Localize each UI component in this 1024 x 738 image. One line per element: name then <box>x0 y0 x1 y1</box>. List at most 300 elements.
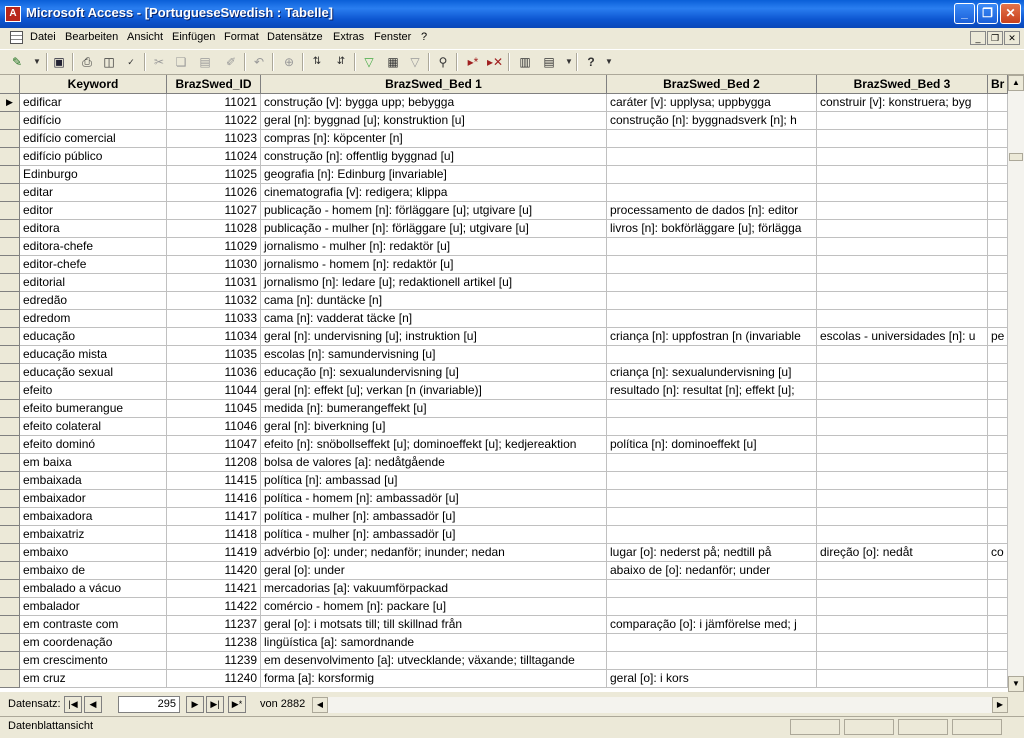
cell-bed2[interactable] <box>607 310 817 328</box>
cell-bed2[interactable]: caráter [v]: upplysa; uppbygga <box>607 94 817 112</box>
column-header-bed1[interactable]: BrazSwed_Bed 1 <box>261 75 607 94</box>
column-header-bed2[interactable]: BrazSwed_Bed 2 <box>607 75 817 94</box>
cell-brazswed-id[interactable]: 11238 <box>167 634 261 652</box>
cell-bed1[interactable]: comércio - homem [n]: packare [u] <box>261 598 607 616</box>
filter-by-selection-icon[interactable]: ▽ <box>364 55 374 69</box>
row-selector[interactable] <box>0 382 20 400</box>
cell-bed2[interactable] <box>607 508 817 526</box>
first-record-button[interactable]: |◀ <box>64 696 82 713</box>
cell-bed2[interactable] <box>607 400 817 418</box>
row-selector[interactable] <box>0 166 20 184</box>
cell-keyword[interactable]: efeito bumerangue <box>20 400 167 418</box>
cell-keyword[interactable]: editor-chefe <box>20 256 167 274</box>
cell-bed2[interactable]: processamento de dados [n]: editor <box>607 202 817 220</box>
cell-bed1[interactable]: publicação - homem [n]: förläggare [u]; utgivare [u] <box>261 202 607 220</box>
help-dropdown-icon[interactable]: ▼ <box>605 57 613 66</box>
cell-bed3[interactable] <box>817 238 988 256</box>
delete-record-icon[interactable]: ▸✕ <box>486 55 504 69</box>
menu-format[interactable]: Format <box>224 31 259 43</box>
cell-bed4[interactable] <box>988 274 1008 292</box>
cell-bed1[interactable]: geral [o]: i motsats till; till skillnad från <box>261 616 607 634</box>
cell-bed1[interactable]: construção [v]: bygga upp; bebygga <box>261 94 607 112</box>
cell-bed3[interactable] <box>817 112 988 130</box>
cell-bed2[interactable] <box>607 598 817 616</box>
vertical-scrollbar[interactable] <box>1008 75 1024 692</box>
scroll-down-button[interactable]: ▼ <box>1008 676 1024 692</box>
cell-bed2[interactable] <box>607 490 817 508</box>
table-row[interactable] <box>0 220 1008 238</box>
cell-bed1[interactable]: jornalismo - homem [n]: redaktör [u] <box>261 256 607 274</box>
cell-brazswed-id[interactable]: 11026 <box>167 184 261 202</box>
cell-bed2[interactable] <box>607 346 817 364</box>
table-row[interactable] <box>0 544 1008 562</box>
cell-brazswed-id[interactable]: 11028 <box>167 220 261 238</box>
cell-bed4[interactable] <box>988 400 1008 418</box>
cell-bed1[interactable]: mercadorias [a]: vakuumförpackad <box>261 580 607 598</box>
row-selector[interactable] <box>0 670 20 688</box>
cell-keyword[interactable]: edifício comercial <box>20 130 167 148</box>
row-selector[interactable] <box>0 274 20 292</box>
cell-bed1[interactable]: jornalismo [n]: ledare [u]; redaktionell artikel [u] <box>261 274 607 292</box>
cell-brazswed-id[interactable]: 11046 <box>167 418 261 436</box>
table-row[interactable] <box>0 454 1008 472</box>
cell-bed4[interactable] <box>988 220 1008 238</box>
table-row[interactable] <box>0 94 1008 112</box>
new-record-icon[interactable]: ▸* <box>467 55 479 69</box>
cell-bed1[interactable]: geral [n]: biverkning [u] <box>261 418 607 436</box>
cell-bed4[interactable] <box>988 436 1008 454</box>
cell-bed3[interactable] <box>817 166 988 184</box>
cell-bed3[interactable] <box>817 562 988 580</box>
find-icon[interactable]: ⚲ <box>438 55 448 69</box>
table-row[interactable] <box>0 616 1008 634</box>
cell-brazswed-id[interactable]: 11418 <box>167 526 261 544</box>
row-selector[interactable] <box>0 184 20 202</box>
cell-keyword[interactable]: edifício <box>20 112 167 130</box>
cell-bed2[interactable] <box>607 166 817 184</box>
menu-einfuegen[interactable]: Einfügen <box>172 31 216 43</box>
cell-bed4[interactable] <box>988 148 1008 166</box>
cell-bed1[interactable]: construção [n]: offentlig byggnad [u] <box>261 148 607 166</box>
table-row[interactable] <box>0 652 1008 670</box>
new-record-button[interactable]: ▶* <box>228 696 246 713</box>
column-header-keyword[interactable]: Keyword <box>20 75 167 94</box>
cell-brazswed-id[interactable]: 11044 <box>167 382 261 400</box>
table-row[interactable] <box>0 328 1008 346</box>
cell-keyword[interactable]: em contraste com <box>20 616 167 634</box>
cell-bed3[interactable] <box>817 400 988 418</box>
cell-bed2[interactable] <box>607 256 817 274</box>
table-row[interactable] <box>0 184 1008 202</box>
cell-brazswed-id[interactable]: 11240 <box>167 670 261 688</box>
cell-keyword[interactable]: embaixador <box>20 490 167 508</box>
table-row[interactable] <box>0 472 1008 490</box>
cell-bed2[interactable] <box>607 418 817 436</box>
cell-keyword[interactable]: embalado a vácuo <box>20 580 167 598</box>
cell-brazswed-id[interactable]: 11021 <box>167 94 261 112</box>
cell-keyword[interactable]: edredão <box>20 292 167 310</box>
row-selector[interactable] <box>0 148 20 166</box>
table-row[interactable] <box>0 508 1008 526</box>
cell-bed4[interactable] <box>988 472 1008 490</box>
insert-hyperlink-icon[interactable]: ⊕ <box>283 55 295 69</box>
cell-bed3[interactable] <box>817 526 988 544</box>
cell-bed3[interactable] <box>817 436 988 454</box>
cell-bed4[interactable] <box>988 364 1008 382</box>
cell-bed3[interactable]: escolas - universidades [n]: u <box>817 328 988 346</box>
table-row[interactable] <box>0 436 1008 454</box>
cell-keyword[interactable]: em crescimento <box>20 652 167 670</box>
cell-bed1[interactable]: em desenvolvimento [a]: utvecklande; växande; tilltagande <box>261 652 607 670</box>
cell-keyword[interactable]: edredom <box>20 310 167 328</box>
cell-brazswed-id[interactable]: 11420 <box>167 562 261 580</box>
doc-close-button[interactable]: ✕ <box>1004 31 1020 45</box>
cell-brazswed-id[interactable]: 11034 <box>167 328 261 346</box>
cell-bed1[interactable]: educação [n]: sexualundervisning [u] <box>261 364 607 382</box>
cell-bed1[interactable]: medida [n]: bumerangeffekt [u] <box>261 400 607 418</box>
cell-keyword[interactable]: edificar <box>20 94 167 112</box>
cell-brazswed-id[interactable]: 11027 <box>167 202 261 220</box>
cell-bed3[interactable] <box>817 634 988 652</box>
cell-bed2[interactable] <box>607 634 817 652</box>
row-selector[interactable] <box>0 562 20 580</box>
cell-bed4[interactable] <box>988 166 1008 184</box>
row-selector[interactable] <box>0 400 20 418</box>
cell-bed1[interactable]: escolas [n]: samundervisning [u] <box>261 346 607 364</box>
row-selector[interactable] <box>0 418 20 436</box>
cell-bed2[interactable] <box>607 130 817 148</box>
cell-bed4[interactable] <box>988 580 1008 598</box>
cell-brazswed-id[interactable]: 11422 <box>167 598 261 616</box>
paste-icon[interactable]: ▤ <box>199 55 211 69</box>
cell-keyword[interactable]: editora <box>20 220 167 238</box>
undo-icon[interactable]: ↶ <box>253 55 265 69</box>
cell-bed1[interactable]: bolsa de valores [a]: nedåtgående <box>261 454 607 472</box>
cell-bed1[interactable]: advérbio [o]: under; nedanför; inunder; nedan <box>261 544 607 562</box>
cell-bed2[interactable] <box>607 184 817 202</box>
cell-bed1[interactable]: política [n]: ambassad [u] <box>261 472 607 490</box>
doc-restore-button[interactable]: ❐ <box>987 31 1003 45</box>
cell-bed3[interactable] <box>817 382 988 400</box>
scroll-up-button[interactable]: ▲ <box>1008 75 1024 91</box>
last-record-button[interactable]: ▶| <box>206 696 224 713</box>
cell-bed4[interactable] <box>988 652 1008 670</box>
row-selector[interactable] <box>0 526 20 544</box>
menu-bearbeiten[interactable]: Bearbeiten <box>65 31 119 43</box>
cell-bed1[interactable]: geral [n]: byggnad [u]; konstruktion [u] <box>261 112 607 130</box>
cell-bed2[interactable] <box>607 148 817 166</box>
cell-bed3[interactable] <box>817 310 988 328</box>
cell-brazswed-id[interactable]: 11033 <box>167 310 261 328</box>
cell-bed3[interactable] <box>817 202 988 220</box>
cell-bed3[interactable] <box>817 670 988 688</box>
cell-bed2[interactable] <box>607 238 817 256</box>
row-selector[interactable] <box>0 472 20 490</box>
cell-bed4[interactable] <box>988 346 1008 364</box>
cell-brazswed-id[interactable]: 11419 <box>167 544 261 562</box>
row-selector[interactable] <box>0 112 20 130</box>
cell-brazswed-id[interactable]: 11421 <box>167 580 261 598</box>
row-selector[interactable] <box>0 436 20 454</box>
menu-help[interactable]: ? <box>421 31 428 43</box>
cell-bed3[interactable] <box>817 652 988 670</box>
cell-brazswed-id[interactable]: 11239 <box>167 652 261 670</box>
menu-extras[interactable]: Extras <box>333 31 365 43</box>
previous-record-button[interactable]: ◀ <box>84 696 102 713</box>
table-row[interactable] <box>0 166 1008 184</box>
menu-datensaetze[interactable]: Datensätze <box>267 31 323 43</box>
cell-bed4[interactable] <box>988 418 1008 436</box>
cell-bed2[interactable]: criança [n]: sexualundervisning [u] <box>607 364 817 382</box>
cell-keyword[interactable]: efeito colateral <box>20 418 167 436</box>
cell-bed3[interactable] <box>817 454 988 472</box>
cell-bed3[interactable] <box>817 508 988 526</box>
table-row[interactable] <box>0 418 1008 436</box>
cell-brazswed-id[interactable]: 11030 <box>167 256 261 274</box>
cell-bed1[interactable]: jornalismo - mulher [n]: redaktör [u] <box>261 238 607 256</box>
cell-bed1[interactable]: política - mulher [n]: ambassadör [u] <box>261 526 607 544</box>
table-control-menu-icon[interactable] <box>10 31 23 44</box>
row-selector[interactable] <box>0 130 20 148</box>
cell-bed4[interactable] <box>988 634 1008 652</box>
cell-bed2[interactable] <box>607 454 817 472</box>
cell-bed3[interactable] <box>817 220 988 238</box>
cell-bed2[interactable] <box>607 274 817 292</box>
cell-bed3[interactable] <box>817 256 988 274</box>
copy-icon[interactable]: ❏ <box>175 55 187 69</box>
cell-bed1[interactable]: efeito [n]: snöbollseffekt [u]; dominoeffekt [u]; kedjereaktion <box>261 436 607 454</box>
cell-brazswed-id[interactable]: 11415 <box>167 472 261 490</box>
cell-bed4[interactable] <box>988 112 1008 130</box>
cell-brazswed-id[interactable]: 11025 <box>167 166 261 184</box>
horizontal-scrollbar[interactable] <box>312 697 1008 713</box>
cell-brazswed-id[interactable]: 11022 <box>167 112 261 130</box>
print-preview-icon[interactable]: ◫ <box>103 55 115 69</box>
cell-keyword[interactable]: efeito <box>20 382 167 400</box>
filter-by-form-icon[interactable]: ▦ <box>387 55 399 69</box>
cell-bed4[interactable]: pe <box>988 328 1008 346</box>
apply-filter-icon[interactable]: ▽ <box>410 55 420 69</box>
row-selector[interactable] <box>0 490 20 508</box>
cell-keyword[interactable]: Edinburgo <box>20 166 167 184</box>
restore-button[interactable]: ❐ <box>977 3 998 24</box>
cell-keyword[interactable]: efeito dominó <box>20 436 167 454</box>
next-record-button[interactable]: ▶ <box>186 696 204 713</box>
cell-keyword[interactable]: embaixatriz <box>20 526 167 544</box>
cell-bed4[interactable] <box>988 670 1008 688</box>
table-row[interactable] <box>0 526 1008 544</box>
cell-bed4[interactable] <box>988 238 1008 256</box>
cell-bed2[interactable]: criança [n]: uppfostran [n (invariable <box>607 328 817 346</box>
table-row[interactable] <box>0 364 1008 382</box>
cell-bed2[interactable]: livros [n]: bokförläggare [u]; förlägga <box>607 220 817 238</box>
new-object-dropdown-icon[interactable]: ▼ <box>565 57 573 66</box>
cell-brazswed-id[interactable]: 11237 <box>167 616 261 634</box>
table-row[interactable] <box>0 346 1008 364</box>
menu-fenster[interactable]: Fenster <box>374 31 412 43</box>
row-selector[interactable] <box>0 616 20 634</box>
doc-minimize-button[interactable]: _ <box>970 31 986 45</box>
cell-bed2[interactable] <box>607 526 817 544</box>
cell-bed2[interactable]: construção [n]: byggnadsverk [n]; h <box>607 112 817 130</box>
cell-keyword[interactable]: educação sexual <box>20 364 167 382</box>
cell-keyword[interactable]: editorial <box>20 274 167 292</box>
cell-keyword[interactable]: editor <box>20 202 167 220</box>
row-selector[interactable] <box>0 328 20 346</box>
menu-ansicht[interactable]: Ansicht <box>127 31 164 43</box>
cell-brazswed-id[interactable]: 11416 <box>167 490 261 508</box>
cell-bed1[interactable]: compras [n]: köpcenter [n] <box>261 130 607 148</box>
row-selector[interactable] <box>0 580 20 598</box>
cell-bed4[interactable] <box>988 202 1008 220</box>
cell-bed3[interactable] <box>817 364 988 382</box>
cell-brazswed-id[interactable]: 11036 <box>167 364 261 382</box>
cell-keyword[interactable]: embaixo de <box>20 562 167 580</box>
row-selector[interactable] <box>0 292 20 310</box>
cell-bed1[interactable]: lingüística [a]: samordnande <box>261 634 607 652</box>
cell-bed4[interactable] <box>988 256 1008 274</box>
column-header-bed4[interactable]: Br <box>988 75 1008 94</box>
row-selector[interactable] <box>0 256 20 274</box>
cell-keyword[interactable]: embalador <box>20 598 167 616</box>
table-row[interactable] <box>0 670 1008 688</box>
scroll-thumb[interactable] <box>1009 153 1023 161</box>
database-window-icon[interactable]: ▥ <box>519 55 531 69</box>
cell-bed3[interactable] <box>817 472 988 490</box>
access-app-icon[interactable]: A <box>5 6 21 22</box>
cell-bed3[interactable] <box>817 148 988 166</box>
cell-bed2[interactable] <box>607 472 817 490</box>
column-header-brazswed-id[interactable]: BrazSwed_ID <box>167 75 261 94</box>
dropdown-arrow-icon[interactable]: ▼ <box>33 57 41 66</box>
table-row[interactable] <box>0 382 1008 400</box>
cell-bed3[interactable] <box>817 580 988 598</box>
row-selector[interactable] <box>0 364 20 382</box>
cell-bed4[interactable] <box>988 94 1008 112</box>
cell-keyword[interactable]: em cruz <box>20 670 167 688</box>
table-row[interactable] <box>0 274 1008 292</box>
row-selector[interactable]: ▶ <box>0 94 20 112</box>
cell-bed1[interactable]: cama [n]: vadderat täcke [n] <box>261 310 607 328</box>
cell-bed1[interactable]: geral [n]: effekt [u]; verkan [n (invariable)] <box>261 382 607 400</box>
cell-keyword[interactable]: embaixadora <box>20 508 167 526</box>
cell-bed3[interactable] <box>817 130 988 148</box>
cell-bed2[interactable]: lugar [o]: nederst på; nedtill på <box>607 544 817 562</box>
table-row[interactable] <box>0 634 1008 652</box>
table-row[interactable] <box>0 310 1008 328</box>
cell-bed4[interactable] <box>988 598 1008 616</box>
row-selector[interactable] <box>0 346 20 364</box>
save-icon[interactable]: ▣ <box>53 55 65 69</box>
cell-keyword[interactable]: em coordenação <box>20 634 167 652</box>
scroll-left-button[interactable]: ◀ <box>312 697 328 713</box>
cell-bed2[interactable] <box>607 580 817 598</box>
table-row[interactable] <box>0 148 1008 166</box>
column-header-bed3[interactable]: BrazSwed_Bed 3 <box>817 75 988 94</box>
menu-datei[interactable]: Datei <box>30 31 56 43</box>
cell-bed4[interactable] <box>988 382 1008 400</box>
cell-brazswed-id[interactable]: 11047 <box>167 436 261 454</box>
cell-brazswed-id[interactable]: 11023 <box>167 130 261 148</box>
cell-bed2[interactable]: comparação [o]: i jämförelse med; j <box>607 616 817 634</box>
cell-bed4[interactable] <box>988 310 1008 328</box>
help-icon[interactable]: ? <box>587 55 595 69</box>
table-row[interactable] <box>0 580 1008 598</box>
cell-brazswed-id[interactable]: 11045 <box>167 400 261 418</box>
cell-bed2[interactable] <box>607 292 817 310</box>
cell-bed4[interactable] <box>988 616 1008 634</box>
cell-bed2[interactable]: política [n]: dominoeffekt [u] <box>607 436 817 454</box>
close-button[interactable]: ✕ <box>1000 3 1021 24</box>
minimize-button[interactable]: _ <box>954 3 975 24</box>
cell-bed4[interactable] <box>988 454 1008 472</box>
table-row[interactable] <box>0 490 1008 508</box>
cell-brazswed-id[interactable]: 11208 <box>167 454 261 472</box>
cell-brazswed-id[interactable]: 11031 <box>167 274 261 292</box>
cell-brazswed-id[interactable]: 11024 <box>167 148 261 166</box>
sort-descending-icon[interactable]: ⇵ <box>336 56 346 67</box>
table-row[interactable] <box>0 292 1008 310</box>
cell-keyword[interactable]: embaixada <box>20 472 167 490</box>
table-row[interactable] <box>0 130 1008 148</box>
cell-bed1[interactable]: geral [o]: under <box>261 562 607 580</box>
design-view-icon[interactable]: ✎ <box>11 55 23 69</box>
scroll-right-button[interactable]: ▶ <box>992 697 1008 713</box>
cell-bed4[interactable] <box>988 490 1008 508</box>
row-selector[interactable] <box>0 508 20 526</box>
cell-bed3[interactable] <box>817 346 988 364</box>
print-icon[interactable]: ⎙ <box>82 55 92 69</box>
cell-bed3[interactable] <box>817 274 988 292</box>
cell-bed1[interactable]: cama [n]: duntäcke [n] <box>261 292 607 310</box>
cell-bed3[interactable] <box>817 184 988 202</box>
cell-bed3[interactable] <box>817 490 988 508</box>
cell-brazswed-id[interactable]: 11032 <box>167 292 261 310</box>
cell-bed4[interactable] <box>988 562 1008 580</box>
cell-brazswed-id[interactable]: 11035 <box>167 346 261 364</box>
cell-bed3[interactable] <box>817 616 988 634</box>
table-row[interactable] <box>0 112 1008 130</box>
table-row[interactable] <box>0 238 1008 256</box>
cell-keyword[interactable]: editar <box>20 184 167 202</box>
cell-bed1[interactable]: política - mulher [n]: ambassadör [u] <box>261 508 607 526</box>
cell-keyword[interactable]: educação <box>20 328 167 346</box>
cell-bed1[interactable]: publicação - mulher [n]: förläggare [u]; utgivare [u] <box>261 220 607 238</box>
cell-keyword[interactable]: edifício público <box>20 148 167 166</box>
row-selector[interactable] <box>0 652 20 670</box>
select-all-corner[interactable] <box>0 75 20 94</box>
row-selector[interactable] <box>0 238 20 256</box>
cell-bed2[interactable] <box>607 652 817 670</box>
current-record-input[interactable]: 295 <box>118 696 180 713</box>
row-selector[interactable] <box>0 454 20 472</box>
table-row[interactable] <box>0 202 1008 220</box>
cell-bed3[interactable] <box>817 598 988 616</box>
cell-bed4[interactable] <box>988 130 1008 148</box>
cell-bed1[interactable]: cinematografia [v]: redigera; klippa <box>261 184 607 202</box>
format-painter-icon[interactable]: ✐ <box>225 55 237 69</box>
row-selector[interactable] <box>0 310 20 328</box>
cell-keyword[interactable]: educação mista <box>20 346 167 364</box>
cell-bed2[interactable]: resultado [n]: resultat [n]; effekt [u]; <box>607 382 817 400</box>
sort-ascending-icon[interactable]: ⇅ <box>312 56 322 67</box>
cell-keyword[interactable]: editora-chefe <box>20 238 167 256</box>
cell-bed1[interactable]: política - homem [n]: ambassadör [u] <box>261 490 607 508</box>
cut-icon[interactable]: ✂ <box>153 55 165 69</box>
cell-bed3[interactable]: construir [v]: konstruera; byg <box>817 94 988 112</box>
cell-bed4[interactable] <box>988 526 1008 544</box>
cell-keyword[interactable]: em baixa <box>20 454 167 472</box>
